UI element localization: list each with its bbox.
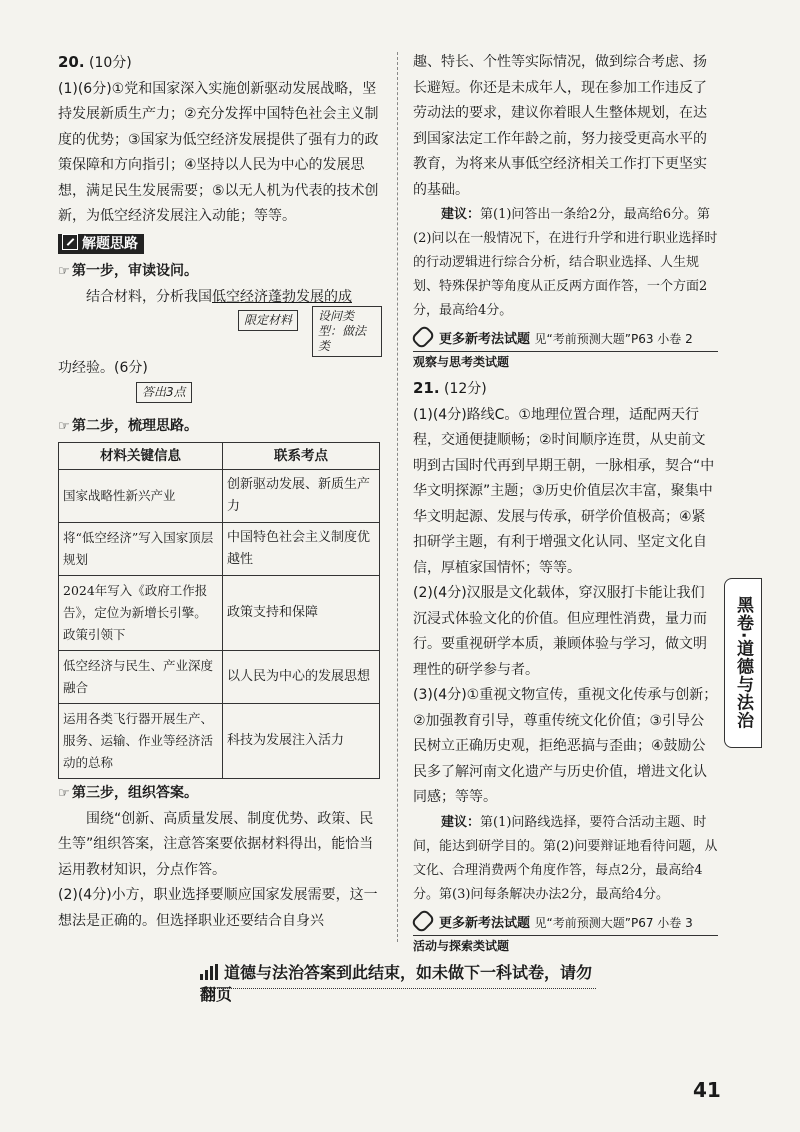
table-cell: 政策支持和保障	[223, 576, 380, 651]
table-header: 材料关键信息	[59, 443, 223, 470]
annotation-row	[58, 310, 380, 356]
q21-header	[413, 376, 718, 403]
page-number: 41	[693, 1078, 721, 1102]
q20-suggestion: 建议：第(1)问答出一条给2分，最高给6分。第(2)问以在一般情况下，在进行升学和进行职业选择时的行动逻辑进行综合分析，结合职业选择、人生规划、特殊保护等角度从正反两方面作答，一个方面2分，最高给4分。	[413, 207, 718, 318]
q20-header	[58, 50, 380, 77]
annotation-question-type: 设问类型：做法类	[312, 306, 382, 357]
q20-score: (10分)	[89, 55, 132, 71]
q21-score: (12分)	[444, 381, 487, 397]
right-column	[413, 50, 718, 960]
link-icon	[410, 908, 435, 933]
step3-text: 围绕“创新、高质量发展、制度优势、政策、民生等”组织答案，注意答案要依据材料得出，能恰当运用教材知识，分点作答。	[58, 810, 374, 878]
footer-dotted-line	[200, 988, 596, 989]
more-questions-link-1[interactable]: 更多新考法试题 见“考前预测大题”P63 小卷 2	[413, 329, 718, 352]
step1-text-end: 功经验。(6分)	[58, 360, 148, 376]
pointing-hand-icon: ☞	[58, 418, 70, 434]
q20-part2-start: (2)(4分)小方，职业选择要顺应国家发展需要，这一想法是正确的。但选择职业还要结合自身兴	[58, 887, 378, 929]
more-questions-link-2[interactable]: 更多新考法试题 见“考前预测大题”P67 小卷 3	[413, 913, 718, 936]
q20-part1: (1)(6分)①党和国家深入实施创新驱动发展战略，坚持发展新质生产力；②充分发挥中国特色社会主义制度的优势；③国家为低空经济发展提供了强有力的政策保障和方向指引；④坚持以人民为中心的发展思想，满足民生发展需要；⑤以无人机为代表的技术创新，为低空经济发展注入动能；等等。	[58, 80, 379, 224]
signal-bars-icon	[200, 964, 220, 980]
key-info-table	[58, 442, 380, 779]
table-row	[59, 704, 380, 779]
left-column	[58, 50, 380, 934]
solution-tip-label: 解题思路	[58, 234, 144, 254]
pointing-hand-icon: ☞	[58, 264, 70, 279]
q21-suggestion: 建议：第(1)问路线选择，要符合活动主题、时间，能达到研学目的。第(2)问要辩证地看待问题，从文化、合理消费两个角度作答，每点2分，最高给4分。第(3)问每条解决办法2分，最高给4分。	[413, 814, 718, 902]
table-row	[59, 470, 380, 523]
more-questions-category-2: 活动与探索类试题	[413, 938, 510, 953]
annotation-limit-material: 限定材料	[238, 310, 298, 331]
table-header: 联系考点	[223, 443, 380, 470]
table-row	[59, 651, 380, 704]
table-cell: 国家战略性新兴产业	[59, 470, 223, 523]
step2-heading: ☞ 第二步，梳理思路。	[58, 414, 380, 440]
more-questions-category-1: 观察与思考类试题	[413, 355, 510, 369]
q21-number: 21.	[413, 379, 440, 397]
pointing-hand-icon: ☞	[58, 786, 70, 801]
table-cell: 科技为发展注入活力	[223, 704, 380, 779]
q20-number: 20.	[58, 53, 85, 71]
q20-part2-continued: 趣、特长、个性等实际情况，做到综合考虑、扬长避短。你还是未成年人，现在参加工作违反了劳动法的要求，建议你着眼人生整体规划，在达到国家法定工作年龄之前，努力接受更高水平的教育，为将来从事低空经济相关工作打下更坚实的基础。	[413, 54, 707, 198]
link-icon	[410, 324, 435, 349]
table-cell: 中国特色社会主义制度优越性	[223, 523, 380, 576]
table-row	[59, 523, 380, 576]
table-cell: 低空经济与民生、产业深度融合	[59, 651, 223, 704]
step1-text: 结合材料，分析我国低空经济蓬勃发展的成	[86, 288, 352, 305]
q21-part2: (2)(4分)汉服是文化载体，穿汉服打卡能让我们沉浸式体验文化的价值。但应理性消费，量力而行。要重视研学本质，兼顾体验与学习，做文明理性的研学参与者。	[413, 585, 707, 678]
pencil-icon	[62, 234, 78, 250]
annotation-answer-count: 答出3点	[136, 382, 192, 403]
underlined-phrase: 低空经济蓬勃发展的成	[212, 288, 352, 305]
column-divider	[397, 52, 398, 942]
step3-heading: ☞ 第三步，组织答案。	[58, 781, 380, 807]
table-cell: 以人民为中心的发展思想	[223, 651, 380, 704]
end-of-answers-footer: 道德与法治答案到此结束，如未做下一科试卷，请勿翻页	[200, 963, 593, 1004]
table-cell: 2024年写入《政府工作报告》，定位为新增长引擎。政策引领下	[59, 576, 223, 651]
table-cell: 将“低空经济”写入国家顶层规划	[59, 523, 223, 576]
q21-part3: (3)(4分)①重视文物宣传，重视文化传承与创新；②加强教育引导，尊重传统文化价值；③引导公民树立正确历史观，拒绝恶搞与歪曲；④鼓励公民多了解河南文化遗产与历史价值，增进文化认同感；等等。	[413, 687, 718, 805]
annotation-row-2	[58, 382, 380, 412]
table-row	[59, 576, 380, 651]
subject-side-tab: 黑卷·道德与法治	[724, 578, 762, 748]
table-cell: 创新驱动发展、新质生产力	[223, 470, 380, 523]
table-cell: 运用各类飞行器开展生产、服务、运输、作业等经济活动的总称	[59, 704, 223, 779]
step1-heading: ☞ 第一步，审读设问。	[58, 259, 380, 285]
q21-part1: (1)(4分)路线C。①地理位置合理，适配两天行程，交通便捷顺畅；②时间顺序连贯，从史前文明到古国时代再到早期王朝，一脉相承，契合“中华文明探源”主题；③历史价值层次丰富，聚集中华文明起源、发展与传承，研学价值极高；④紧扣研学主题，有利于增强文化认同、坚定文化自信，厚植家国情怀；等等。	[413, 406, 715, 576]
